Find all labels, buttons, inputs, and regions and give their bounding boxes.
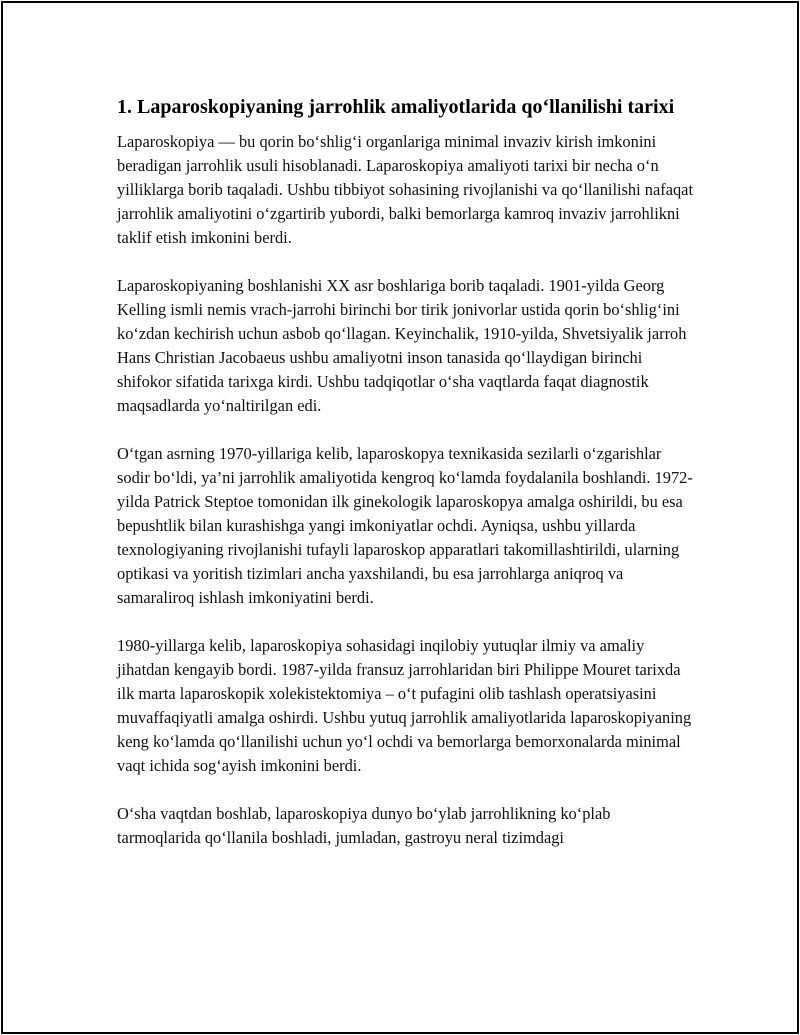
- section-heading: 1. Laparoskopiyaning jarrohlik amaliyotlarida qo‘llanilishi tarixi: [117, 96, 675, 118]
- paragraph-1980s: 1980-yillarga kelib, laparoskopiya sohasidagi inqilobiy yutuqlar ilmiy va amaliy jihatdan kengayib bordi. 1987-yilda fransuz jarrohlaridan biri Philippe Mouret tarixda ilk marta laparoskopik xolekistektomiya – o‘t pufagini olib tashlash operatsiyasini muvaffaqiyatli amalga oshirdi. Ushbu yutuq jarrohlik amaliyotlarida laparoskopiyaning keng ko‘lamda qo‘llanilishi uchun yo‘l ochdi va bemorlarga bemorxonalarda minimal vaqt ichida sog‘ayish imkonini berdi.: [117, 636, 692, 775]
- paragraph-intro: Laparoskopiya — bu qorin bo‘shlig‘i organlariga minimal invaziv kirish imkonini beradigan jarrohlik usuli hisoblanadi. Laparoskopiya amaliyoti tarixi bir necha o‘n yilliklarga borib taqaladi. Ushbu tibbiyot sohasining rivojlanishi va qo‘llanilishi nafaqat jarrohlik amaliyotini o‘zgartirib yubordi, balki bemorlarga kamroq invaziv jarrohlikni taklif etish imkonini berdi.: [117, 132, 694, 247]
- paragraph-1970s: O‘tgan asrning 1970-yillariga kelib, laparoskopya texnikasida sezilarli o‘zgarishlar sodir bo‘ldi, ya’ni jarrohlik amaliyotida kengroq ko‘lamda foydalanila boshlandi. 1972-yilda Patrick Steptoe tomonidan ilk ginekologik laparoskopya amalga oshirildi, bu esa bepushtlik bilan kurashishga yangi imkoniyatlar ochdi. Ayniqsa, ushbu yillarda texnologiyaning rivojlanishi tufayli laparoskop apparatlari takomillashtirildi, ularning optikasi va yoritish tizimlari ancha yaxshilandi, bu esa jarrohlarga aniqroq va samaraliroq ishlash imkoniyatini berdi.: [117, 444, 693, 607]
- paragraph-early-history: Laparoskopiyaning boshlanishi XX asr boshlariga borib taqaladi. 1901-yilda Georg Kelling ismli nemis vrach-jarrohi birinchi bor tirik jonivorlar ustida qorin bo‘shlig‘ini ko‘zdan kechirish uchun asbob qo‘llagan. Keyinchalik, 1910-yilda, Shvetsiyalik jarroh Hans Christian Jacobaeus ushbu amaliyotni inson tanasida qo‘llaydigan birinchi shifokor sifatida tarixga kirdi. Ushbu tadqiqotlar o‘sha vaqtlarda faqat diagnostik maqsadlarda yo‘naltirilgan edi.: [117, 276, 687, 415]
- document-body: [117, 94, 697, 874]
- paragraph-modern: O‘sha vaqtdan boshlab, laparoskopiya dunyo bo‘ylab jarrohlikning ko‘plab tarmoqlarida qo‘llanila boshladi, jumladan, gastroyu neral tizimdagi: [117, 804, 611, 847]
